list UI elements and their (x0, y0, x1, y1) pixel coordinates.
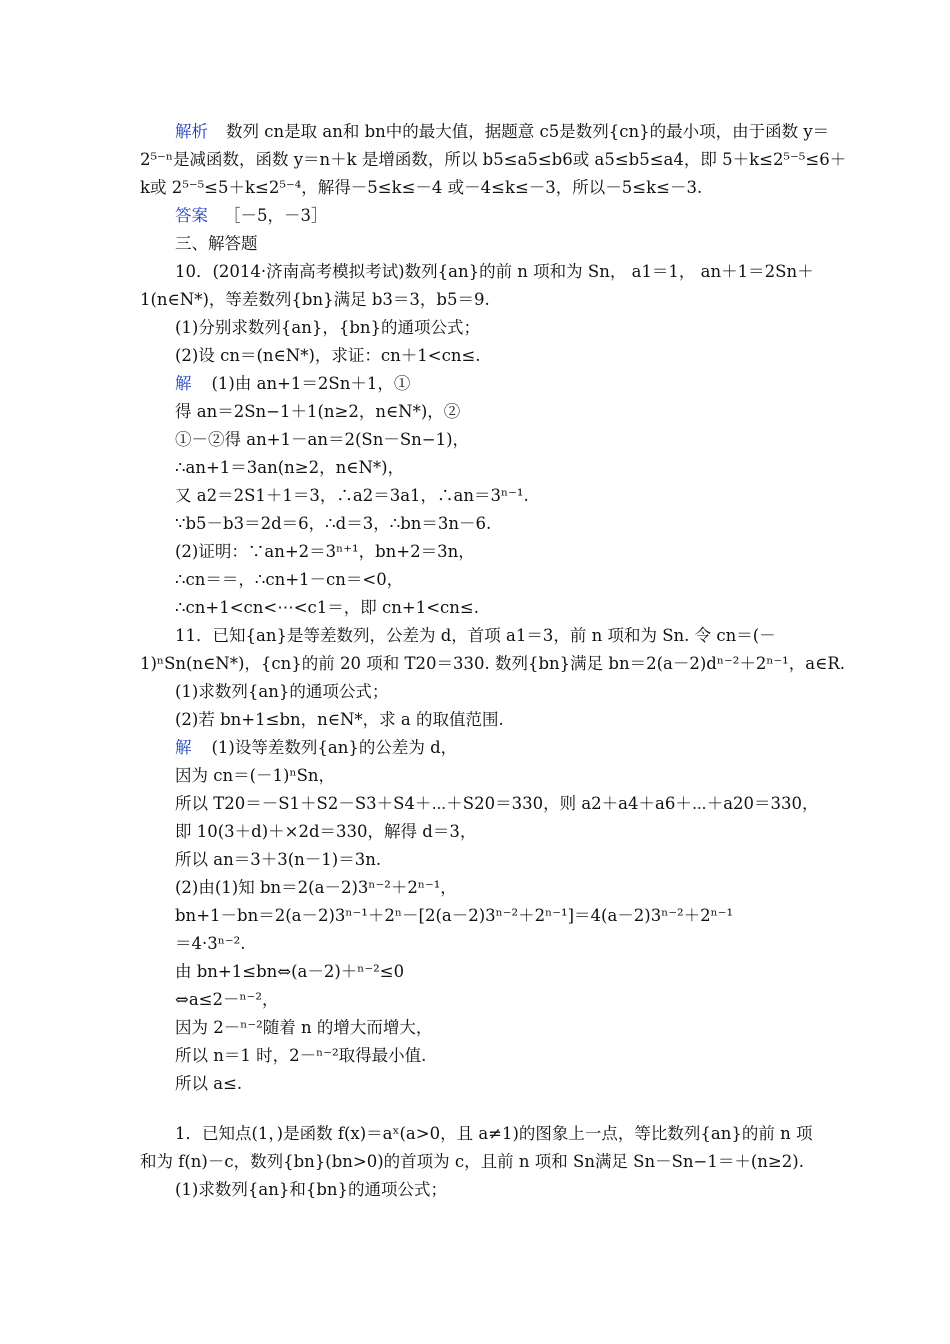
section-heading: 三、解答题 (175, 234, 258, 253)
problem11-solution-line-6: (2)由(1)知 bn＝2(a－2)3ⁿ⁻²＋2ⁿ⁻¹， (175, 878, 457, 897)
problem11-solution-line-10: ⇔a≤2－ⁿ⁻²， (175, 990, 279, 1009)
problem10-solution-line-4: ∴an+1＝3an(n≥2，n∈N*)， (175, 458, 405, 477)
answer9-line (175, 205, 328, 227)
solution9-line-3: k或 2⁵⁻⁵≤5＋k≤2⁵⁻⁴，解得－5≤k≤－4 或－4≤k≤－3，所以－5≤k≤－3. (140, 178, 703, 197)
solution9-line-1 (175, 121, 829, 143)
problem11-solution-line-7: bn+1－bn＝2(a－2)3ⁿ⁻¹＋2ⁿ－[2(a－2)3ⁿ⁻²＋2ⁿ⁻¹]＝4(a－2)3ⁿ⁻²＋2ⁿ⁻¹ (175, 906, 734, 925)
solution9-text-1: 数列 cn是取 an和 bn中的最大值，据题意 c5是数列{cn}的最小项，由于函数 y＝ (226, 122, 830, 141)
problem10-solution-line-6: ∵b5－b3＝2d＝6，∴d＝3，∴bn＝3n－6. (175, 514, 492, 533)
problem11-line-4: (2)若 bn+1≤bn，n∈N*，求 a 的取值范围. (175, 710, 504, 729)
problem11-solution-line-9: 由 bn+1≤bn⇔(a－2)＋ⁿ⁻²≤0 (175, 962, 405, 981)
problem11-solution-line-5: 所以 an＝3＋3(n－1)＝3n. (175, 850, 382, 869)
problem11-solution-line-3: 所以 T20＝－S1＋S2－S3＋S4＋⋯＋S20＝330，则 a2＋a4＋a6＋⋯＋a20＝330， (175, 794, 819, 813)
problem11-line-2: 1)ⁿSn(n∈N*)，{cn}的前 20 项和 T20＝330. 数列{bn}满足 bn＝2(a－2)dⁿ⁻²＋2ⁿ⁻¹，a∈R. (140, 654, 846, 673)
problem10-line-4: (2)设 cn＝(n∈N*)，求证：cn＋1<cn≤. (175, 346, 481, 365)
problem11-solution-line-4: 即 10(3＋d)＋×2d＝330，解得 d＝3， (175, 822, 477, 841)
problem10-solution-text-1: (1)由 an+1＝2Sn＋1，① (211, 374, 411, 393)
problem10-line-3: (1)分别求数列{an}，{bn}的通项公式； (175, 318, 481, 337)
problem11-solution-line-1 (175, 737, 457, 759)
problem10-solution-line-1 (175, 373, 410, 395)
problem10-line-2: 1(n∈N*)，等差数列{bn}满足 b3＝3，b5＝9. (140, 290, 490, 309)
problem11-solution-text-1: (1)设等差数列{an}的公差为 d， (211, 738, 458, 757)
problem11-line-3: (1)求数列{an}的通项公式； (175, 682, 389, 701)
solution9-tag: 解析 (175, 122, 208, 141)
problem11-solution-line-12: 所以 n＝1 时，2－ⁿ⁻²取得最小值. (175, 1046, 427, 1065)
problem11-solution-line-8: ＝4·3ⁿ⁻². (175, 934, 246, 953)
answer9-tag: 答案 (175, 206, 208, 225)
problem10-solution-line-9: ∴cn+1<cn<⋯<c1＝，即 cn+1<cn≤. (175, 598, 479, 617)
problem11-solution-line-11: 因为 2－ⁿ⁻²随着 n 的增大而增大， (175, 1018, 433, 1037)
problem10-line-1: 10．(2014·济南高考模拟考试)数列{an}的前 n 项和为 Sn， a1＝1， an＋1＝2Sn＋ (175, 262, 814, 281)
problem10-solution-line-8: ∴cn＝＝，∴cn+1－cn＝<0， (175, 570, 404, 589)
problem11-solution-line-2: 因为 cn＝(－1)ⁿSn， (175, 766, 336, 785)
answer9-text: ［－5，－3］ (224, 206, 328, 225)
problem11-solution-line-13: 所以 a≤. (175, 1074, 243, 1093)
problem10-solution-line-7: (2)证明：∵an+2＝3ⁿ⁺¹，bn+2＝3n， (175, 542, 475, 561)
problem1-line-1: 1．已知点(1，)是函数 f(x)＝aˣ(a>0，且 a≠1)的图象上一点，等比数列{an}的前 n 项 (175, 1124, 813, 1143)
problem10-solution-line-5: 又 a2＝2S1＋1＝3，∴a2＝3a1，∴an＝3ⁿ⁻¹. (175, 486, 529, 505)
problem10-solution-line-2: 得 an＝2Sn−1＋1(n≥2，n∈N*)，② (175, 402, 461, 421)
problem11-line-1: 11．已知{an}是等差数列，公差为 d，首项 a1＝3，前 n 项和为 Sn. 令 cn＝(－ (175, 626, 776, 645)
problem1-line-3: (1)求数列{an}和{bn}的通项公式； (175, 1180, 448, 1199)
problem10-solution-tag: 解 (175, 374, 192, 393)
problem11-solution-tag: 解 (175, 738, 192, 757)
problem1-line-2: 和为 f(n)－c，数列{bn}(bn>0)的首项为 c，且前 n 项和 Sn满足 Sn－Sn−1＝＋(n≥2). (140, 1152, 804, 1171)
problem10-solution-line-3: ①－②得 an+1－an＝2(Sn－Sn−1)， (175, 430, 470, 449)
solution9-line-2: 2⁵⁻ⁿ是减函数，函数 y＝n＋k 是增函数，所以 b5≤a5≤b6或 a5≤b5≤a4，即 5＋k≤2⁵⁻⁵≤6＋ (140, 150, 847, 169)
